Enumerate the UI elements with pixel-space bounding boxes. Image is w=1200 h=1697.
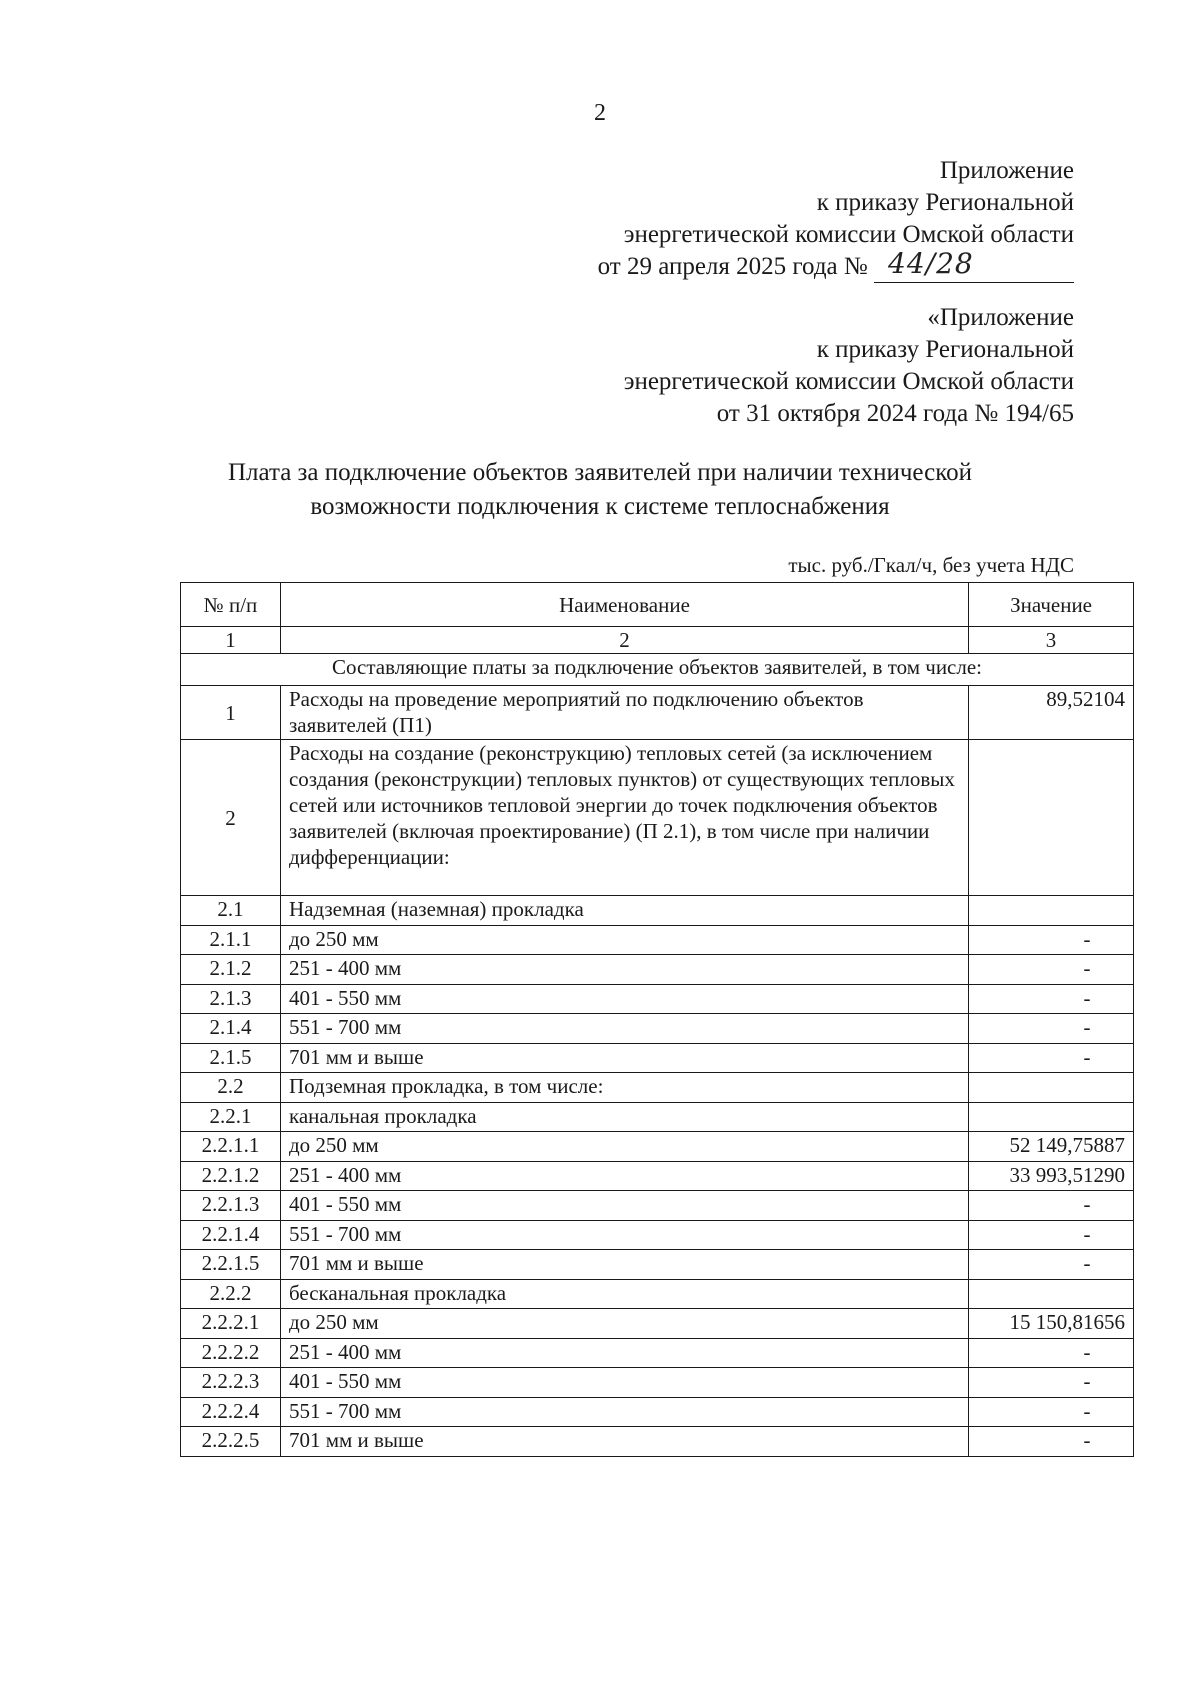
header-number: № п/п	[181, 583, 281, 627]
row-value: -	[969, 1338, 1134, 1368]
row-value: 33 993,51290	[969, 1161, 1134, 1191]
table-row	[181, 1397, 1134, 1427]
row-name: Расходы на создание (реконструкцию) тепловых сетей (за исключением создания (реконструкции) тепловых пунктов) от существующих тепловых сетей или источников тепловой энергии до точек подключения объектов заявителей (включая проектирование) (П 2.1), в том числе при наличии дифференциации:	[280, 740, 968, 896]
row-value	[969, 1102, 1134, 1132]
table-row	[181, 1309, 1134, 1339]
table-header-row	[181, 583, 1134, 627]
table-column-numbers-row	[181, 627, 1134, 654]
row-name: до 250 мм	[280, 925, 968, 955]
row-value: -	[969, 955, 1134, 985]
row-name: 701 мм и выше	[280, 1043, 968, 1073]
row-number: 2.2.1.3	[181, 1191, 281, 1221]
table-row	[181, 1250, 1134, 1280]
row-number: 2.2.1.5	[181, 1250, 281, 1280]
original-annex-order-ref: к приказу Региональной	[816, 336, 1074, 363]
original-annex-order-date: от 31 октября 2024 года № 194/65	[716, 400, 1074, 427]
document-title-line-1: Плата за подключение объектов заявителей при наличии технической	[228, 459, 972, 486]
row-value: -	[969, 1397, 1134, 1427]
table-row	[181, 1132, 1134, 1162]
header-value: Значение	[969, 583, 1134, 627]
original-annex-commission: энергетической комиссии Омской области	[623, 368, 1074, 395]
row-value: -	[969, 1014, 1134, 1044]
row-number: 2.2.1.1	[181, 1132, 281, 1162]
annex-commission: энергетической комиссии Омской области	[623, 221, 1074, 248]
row-name: 401 - 550 мм	[280, 984, 968, 1014]
row-name: 551 - 700 мм	[280, 1014, 968, 1044]
annex-title: Приложение	[939, 157, 1074, 184]
row-value: 89,52104	[969, 686, 1134, 740]
header-name: Наименование	[280, 583, 968, 627]
row-name: 401 - 550 мм	[280, 1191, 968, 1221]
row-name: Надземная (наземная) прокладка	[280, 896, 968, 926]
row-value: -	[969, 1368, 1134, 1398]
annex-order-date	[474, 247, 1074, 283]
row-number: 2	[181, 740, 281, 896]
row-value: -	[969, 1250, 1134, 1280]
row-name: 251 - 400 мм	[280, 1338, 968, 1368]
original-annex-header	[474, 302, 1074, 430]
row-name: 551 - 700 мм	[280, 1220, 968, 1250]
tariff-table	[180, 582, 1134, 1457]
table-row	[181, 1043, 1134, 1073]
row-number: 2.2.2	[181, 1279, 281, 1309]
table-row	[181, 984, 1134, 1014]
row-name: канальная прокладка	[280, 1102, 968, 1132]
row-number: 2.2.1	[181, 1102, 281, 1132]
section-heading: Составляющие платы за подключение объектов заявителей, в том числе:	[181, 654, 1134, 686]
row-name: до 250 мм	[280, 1132, 968, 1162]
row-name: Расходы на проведение мероприятий по подключению объектов заявителей (П1)	[280, 686, 968, 740]
table-row	[181, 1014, 1134, 1044]
table-row	[181, 925, 1134, 955]
annex-order-ref: к приказу Региональной	[816, 189, 1074, 216]
table-row	[181, 1279, 1134, 1309]
table-row	[181, 1368, 1134, 1398]
row-name: до 250 мм	[280, 1309, 968, 1339]
row-name: 251 - 400 мм	[280, 955, 968, 985]
row-number: 2.2.2.2	[181, 1338, 281, 1368]
table-row	[181, 686, 1134, 740]
row-number: 1	[181, 686, 281, 740]
row-name: 551 - 700 мм	[280, 1397, 968, 1427]
row-name: 701 мм и выше	[280, 1427, 968, 1457]
row-value: -	[969, 925, 1134, 955]
table-row	[181, 1073, 1134, 1103]
row-value: -	[969, 1043, 1134, 1073]
row-name: 401 - 550 мм	[280, 1368, 968, 1398]
table-row	[181, 955, 1134, 985]
row-number: 2.2	[181, 1073, 281, 1103]
row-name: 251 - 400 мм	[280, 1161, 968, 1191]
original-annex-title: «Приложение	[927, 304, 1074, 331]
row-name: 701 мм и выше	[280, 1250, 968, 1280]
order-number-handwritten: 44/28	[888, 247, 974, 280]
row-number: 2.2.2.1	[181, 1309, 281, 1339]
table-row	[181, 1220, 1134, 1250]
row-number: 2.1.5	[181, 1043, 281, 1073]
row-value: 52 149,75887	[969, 1132, 1134, 1162]
document-title	[150, 456, 1050, 524]
row-number: 2.2.2.5	[181, 1427, 281, 1457]
annex-order-date-text: от 29 апреля 2025 года №	[597, 253, 868, 280]
table-row	[181, 1191, 1134, 1221]
document-title-line-2: возможности подключения к системе теплоснабжения	[310, 493, 890, 520]
column-number-3: 3	[969, 627, 1134, 654]
row-name: Подземная прокладка, в том числе:	[280, 1073, 968, 1103]
page-number: 2	[594, 100, 606, 126]
row-number: 2.2.2.3	[181, 1368, 281, 1398]
row-number: 2.2.2.4	[181, 1397, 281, 1427]
row-value: -	[969, 1220, 1134, 1250]
row-value: -	[969, 984, 1134, 1014]
order-number-field	[874, 247, 1074, 283]
row-value	[969, 896, 1134, 926]
row-name: бесканальная прокладка	[280, 1279, 968, 1309]
row-number: 2.1.3	[181, 984, 281, 1014]
table-row	[181, 1427, 1134, 1457]
row-value: -	[969, 1427, 1134, 1457]
units-caption: тыс. руб./Гкал/ч, без учета НДС	[788, 553, 1074, 577]
table-section-row	[181, 654, 1134, 686]
table-row	[181, 1102, 1134, 1132]
annex-header	[474, 155, 1074, 283]
row-number: 2.2.1.2	[181, 1161, 281, 1191]
row-value	[969, 740, 1134, 896]
row-number: 2.1.4	[181, 1014, 281, 1044]
row-value: 15 150,81656	[969, 1309, 1134, 1339]
row-number: 2.1.2	[181, 955, 281, 985]
column-number-2: 2	[280, 627, 968, 654]
row-number: 2.2.1.4	[181, 1220, 281, 1250]
table-row	[181, 1338, 1134, 1368]
row-value	[969, 1073, 1134, 1103]
table-row	[181, 1161, 1134, 1191]
row-number: 2.1	[181, 896, 281, 926]
row-value	[969, 1279, 1134, 1309]
row-value: -	[969, 1191, 1134, 1221]
table-row	[181, 740, 1134, 896]
column-number-1: 1	[181, 627, 281, 654]
row-number: 2.1.1	[181, 925, 281, 955]
table-row	[181, 896, 1134, 926]
